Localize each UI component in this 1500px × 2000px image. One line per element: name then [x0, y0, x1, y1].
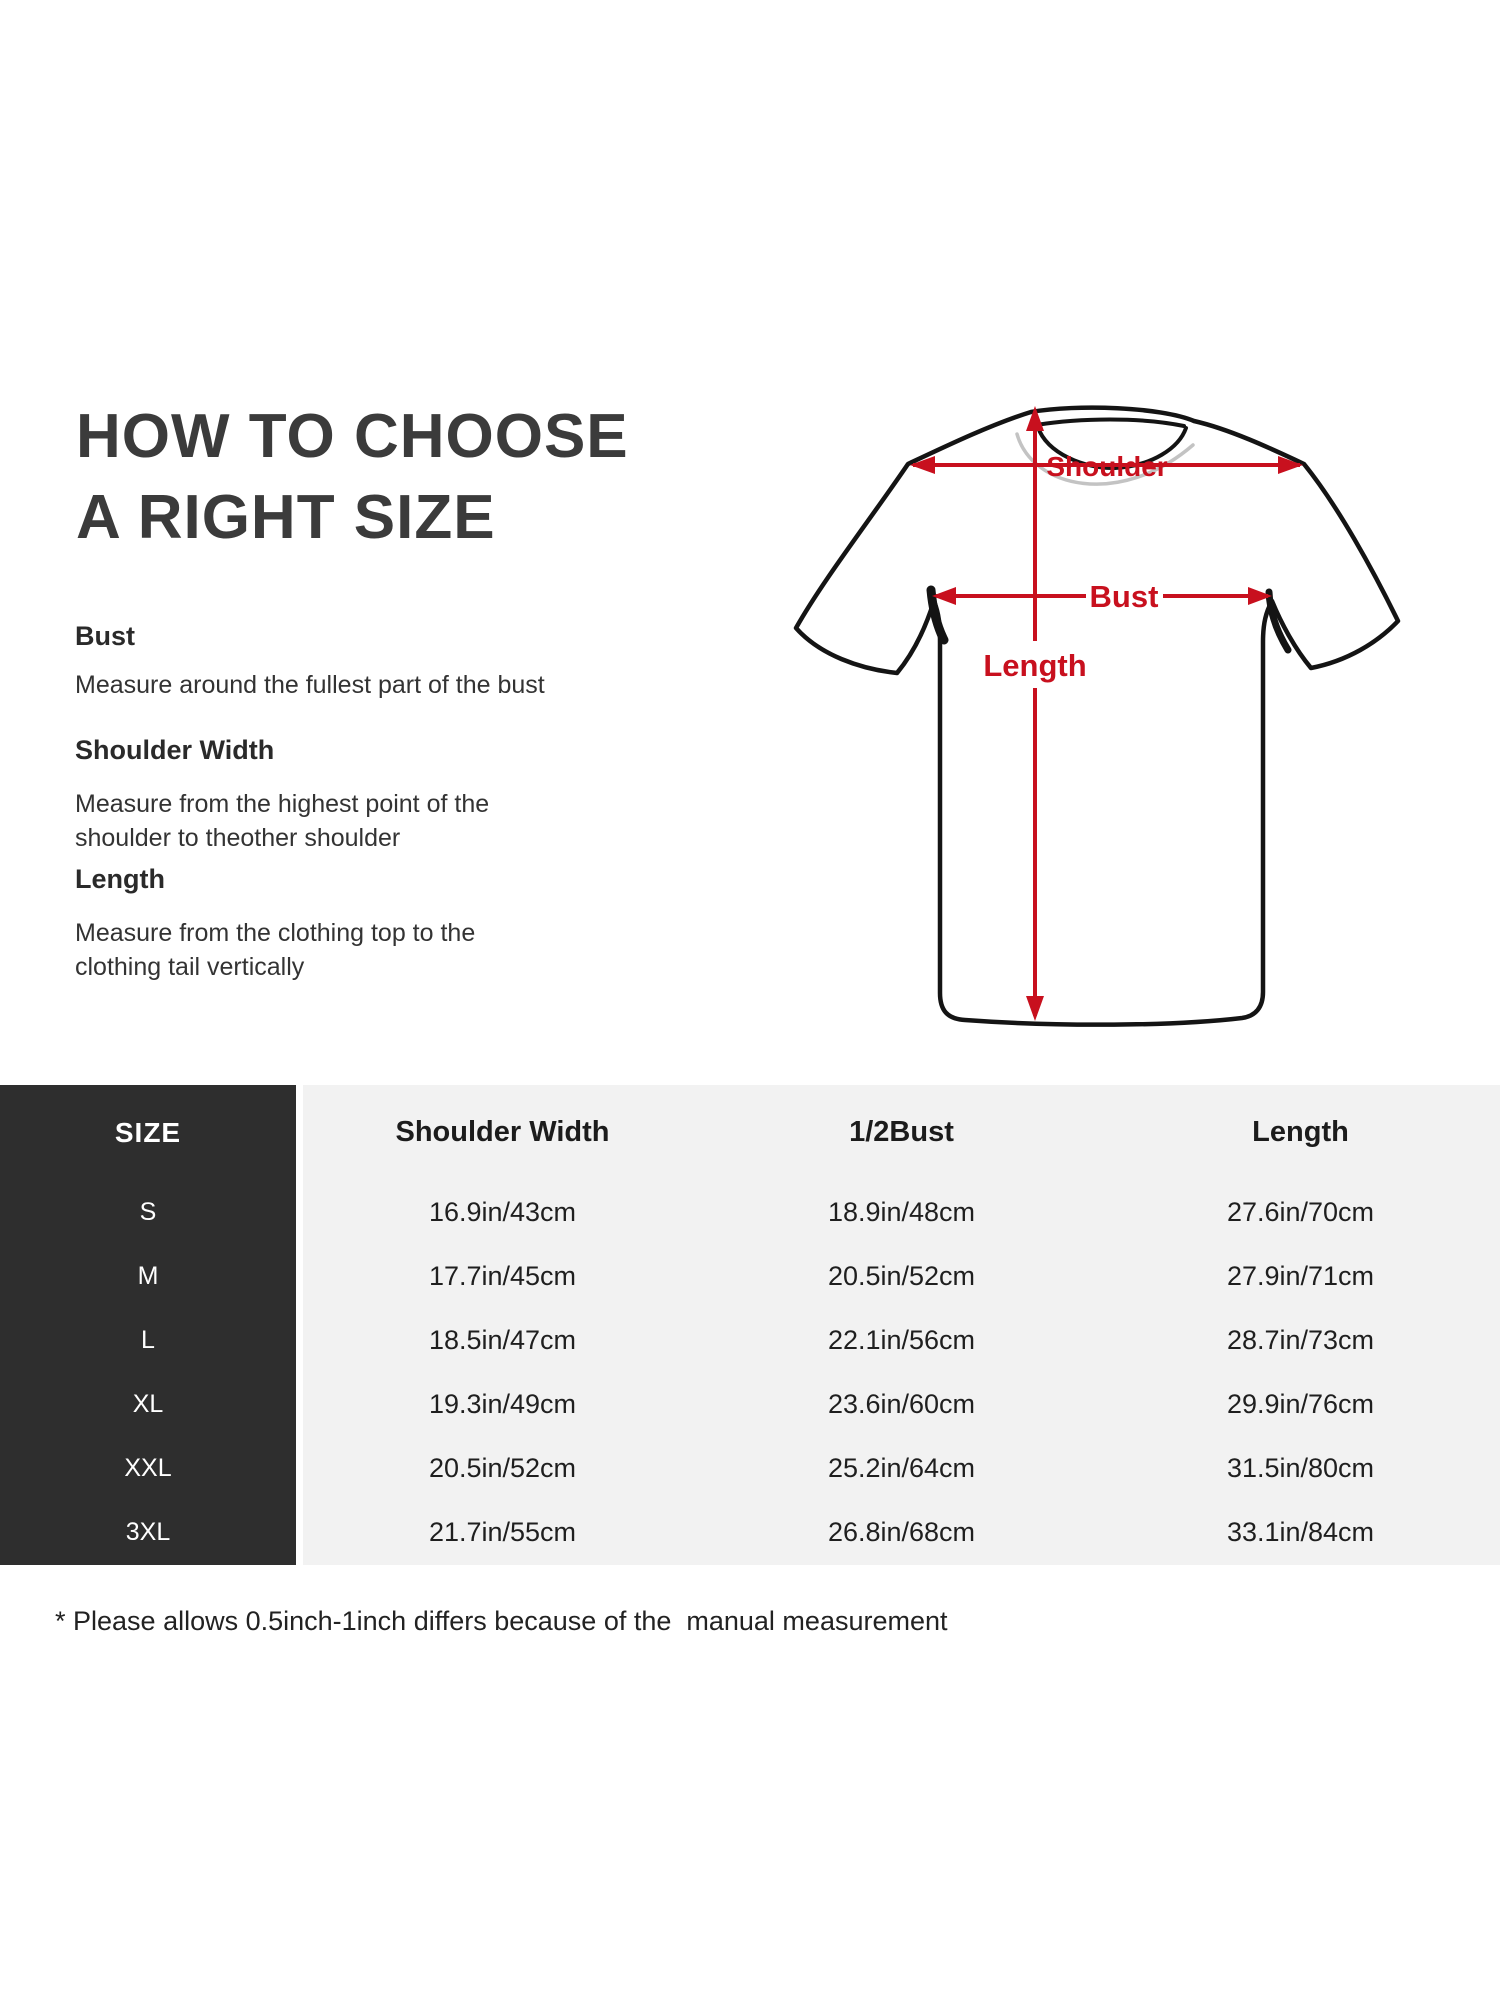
table-cell: 21.7in/55cm [428, 1517, 577, 1548]
bust-heading: Bust [75, 621, 135, 651]
length-description-line1: Measure from the clothing top to the [75, 919, 476, 947]
tshirt-outline [796, 408, 1398, 1025]
table-cell: 27.9in/71cm [1226, 1260, 1375, 1291]
table-cell: 25.2in/64cm [827, 1453, 976, 1484]
size-table [0, 1085, 1500, 1565]
table-cell: 18.5in/47cm [428, 1324, 577, 1355]
page-title-line1: HOW TO CHOOSE [76, 402, 629, 471]
size-label-3xl: 3XL [125, 1518, 171, 1547]
page-title-line2: A RIGHT SIZE [76, 483, 496, 552]
table-cell: 31.5in/80cm [1226, 1453, 1375, 1484]
bust-description-line1: Measure around the fullest part of the bust [75, 671, 545, 699]
size-label-l: L [141, 1325, 155, 1354]
column-header-half-bust: 1/2Bust [849, 1116, 954, 1148]
size-label-s: S [139, 1197, 157, 1226]
column-header-length: Length [1252, 1116, 1349, 1148]
size-label-xxl: XXL [124, 1454, 172, 1483]
shoulder-width-description-line2: shoulder to theother shoulder [75, 824, 401, 852]
table-cell: 33.1in/84cm [1226, 1517, 1375, 1548]
table-cell: 23.6in/60cm [827, 1389, 976, 1420]
column-header-shoulder-width: Shoulder Width [395, 1116, 610, 1148]
table-cell: 29.9in/76cm [1226, 1389, 1375, 1420]
size-label-m: M [137, 1261, 159, 1290]
table-cell: 17.7in/45cm [428, 1260, 577, 1291]
table-cell: 19.3in/49cm [428, 1389, 577, 1420]
shoulder-width-description-line1: Measure from the highest point of the [75, 790, 490, 818]
table-cell: 16.9in/43cm [428, 1196, 577, 1227]
table-cell: 18.9in/48cm [827, 1196, 976, 1227]
table-cell: 20.5in/52cm [827, 1260, 976, 1291]
size-table-size-column [0, 1085, 296, 1565]
shoulder-arrow-label: Shoulder [1046, 451, 1168, 482]
length-arrow-label: Length [983, 648, 1087, 683]
table-cell: 20.5in/52cm [428, 1453, 577, 1484]
bust-arrow-label: Bust [1089, 579, 1159, 614]
length-heading: Length [75, 864, 165, 894]
size-column-header: SIZE [114, 1116, 182, 1148]
table-cell: 26.8in/68cm [827, 1517, 976, 1548]
measurement-disclaimer: * Please allows 0.5inch-1inch differs because of the manual measurement [55, 1606, 948, 1636]
table-cell: 22.1in/56cm [827, 1324, 976, 1355]
length-description-line2: clothing tail vertically [75, 953, 305, 981]
table-cell: 27.6in/70cm [1226, 1196, 1375, 1227]
shoulder-width-heading: Shoulder Width [75, 735, 275, 765]
size-label-xl: XL [132, 1390, 164, 1419]
table-cell: 28.7in/73cm [1226, 1324, 1375, 1355]
size-table-body [303, 1085, 1500, 1565]
